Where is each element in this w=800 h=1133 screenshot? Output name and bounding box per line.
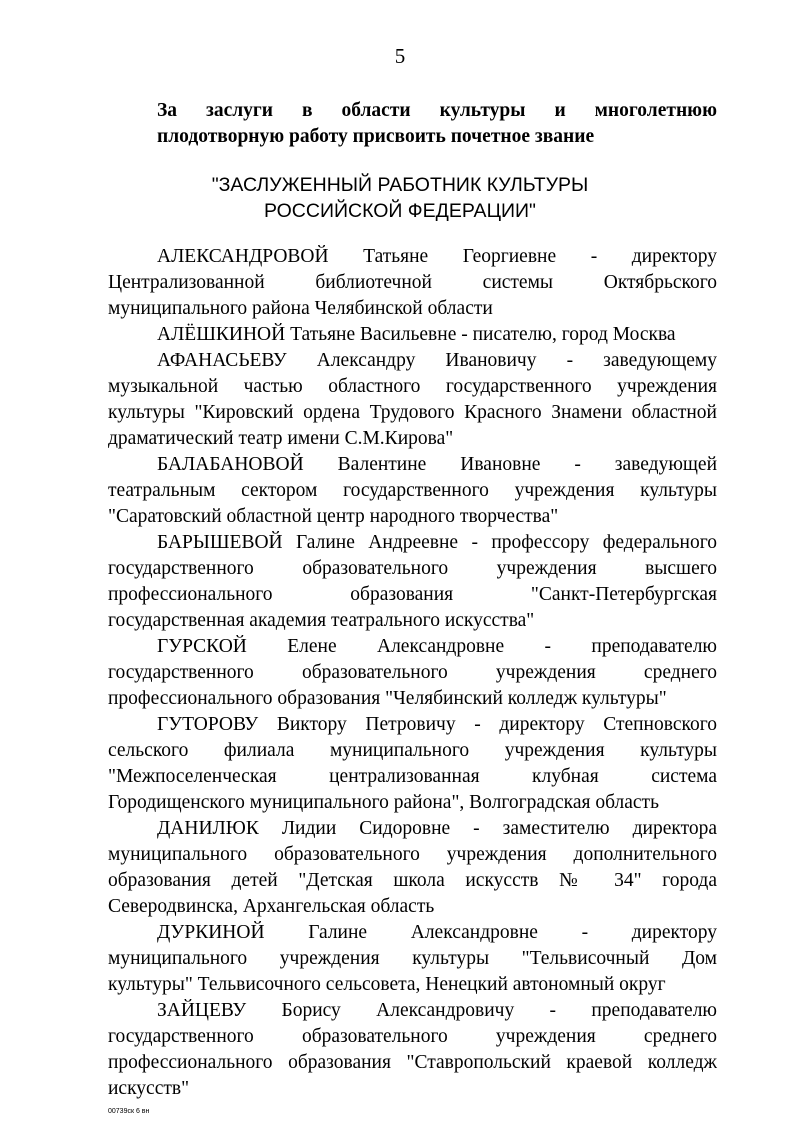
awardee-entry-line: культуры" Тельвисочного сельсовета, Ненецкий автономный округ	[108, 974, 666, 995]
awardee-entry-line: муниципального образовательного учреждения дополнительного	[108, 844, 717, 865]
intro-paragraph	[157, 98, 717, 150]
awardee-entry-line: профессионального образования "Санкт-Петербургская	[108, 584, 717, 605]
awardee-entry-line: ЗАЙЦЕВУ Борису Александровичу - преподавателю	[157, 1000, 717, 1021]
awardee-entry-line: АЛЕКСАНДРОВОЙ Татьяне Георгиевне - директору	[157, 246, 717, 267]
awardee-entry-line: "Межпоселенческая централизованная клубная система	[108, 766, 717, 787]
awardee-entry-line: образования детей "Детская школа искусств № 34" города	[108, 870, 717, 891]
awardee-entry-line: Централизованной библиотечной системы Октябрьского	[108, 272, 717, 293]
awardee-entry-line: муниципального района Челябинской области	[108, 298, 493, 319]
awardee-entry-line: государственного образовательного учреждения высшего	[108, 558, 717, 579]
awardee-entry-line: Северодвинска, Архангельская область	[108, 896, 435, 917]
document-footer-code: 00739ск 6 вн	[108, 1108, 150, 1115]
awardee-entry-line: Городищенского муниципального района", Волгоградская область	[108, 792, 659, 813]
awardee-entry-line: театральным сектором государственного учреждения культуры	[108, 480, 717, 501]
awardee-entry-line: государственного образовательного учреждения среднего	[108, 662, 717, 683]
awardee-entry-line: ГУТОРОВУ Виктору Петровичу - директору Степновского	[157, 714, 717, 735]
award-title-line: "ЗАСЛУЖЕННЫЙ РАБОТНИК КУЛЬТУРЫ	[211, 174, 589, 196]
awardee-entry-line: искусств"	[108, 1078, 190, 1099]
awardee-entry-line: культуры "Кировский ордена Трудового Красного Знамени областной	[108, 402, 717, 423]
awardee-entry-line: АЛЁШКИНОЙ Татьяне Васильевне - писателю, город Москва	[157, 324, 676, 345]
award-title-line: РОССИЙСКОЙ ФЕДЕРАЦИИ"	[264, 200, 536, 222]
awardee-entry-line: ДАНИЛЮК Лидии Сидоровне - заместителю директора	[157, 818, 717, 839]
awardee-list	[108, 244, 717, 1102]
awardee-entry-line: муниципального учреждения культуры "Тельвисочный Дом	[108, 948, 717, 969]
award-title	[0, 172, 800, 224]
awardee-entry-line: БАРЫШЕВОЙ Галине Андреевне - профессору федерального	[157, 532, 717, 553]
awardee-entry-line: профессионального образования "Челябинский колледж культуры"	[108, 688, 667, 709]
awardee-entry-line: государственная академия театрального искусства"	[108, 610, 535, 631]
intro-line: плодотворную работу присвоить почетное звание	[157, 126, 595, 147]
awardee-entry-line: "Саратовский областной центр народного творчества"	[108, 506, 559, 527]
awardee-entry-line: музыкальной частью областного государственного учреждения	[108, 376, 717, 397]
awardee-entry-line: профессионального образования "Ставропольский краевой колледж	[108, 1052, 717, 1073]
awardee-entry-line: АФАНАСЬЕВУ Александру Ивановичу - заведующему	[157, 350, 717, 371]
awardee-entry-line: сельского филиала муниципального учреждения культуры	[108, 740, 717, 761]
awardee-entry-line: ДУРКИНОЙ Галине Александровне - директору	[157, 922, 717, 943]
awardee-entry-line: драматический театр имени С.М.Кирова"	[108, 428, 454, 449]
awardee-entry-line: государственного образовательного учреждения среднего	[108, 1026, 717, 1047]
awardee-entry-line: БАЛАБАНОВОЙ Валентине Ивановне - заведующей	[157, 454, 717, 475]
page-number: 5	[394, 44, 406, 68]
awardee-entry-line: ГУРСКОЙ Елене Александровне - преподавателю	[157, 636, 717, 657]
intro-line: За заслуги в области культуры и многолетнюю	[157, 100, 717, 121]
